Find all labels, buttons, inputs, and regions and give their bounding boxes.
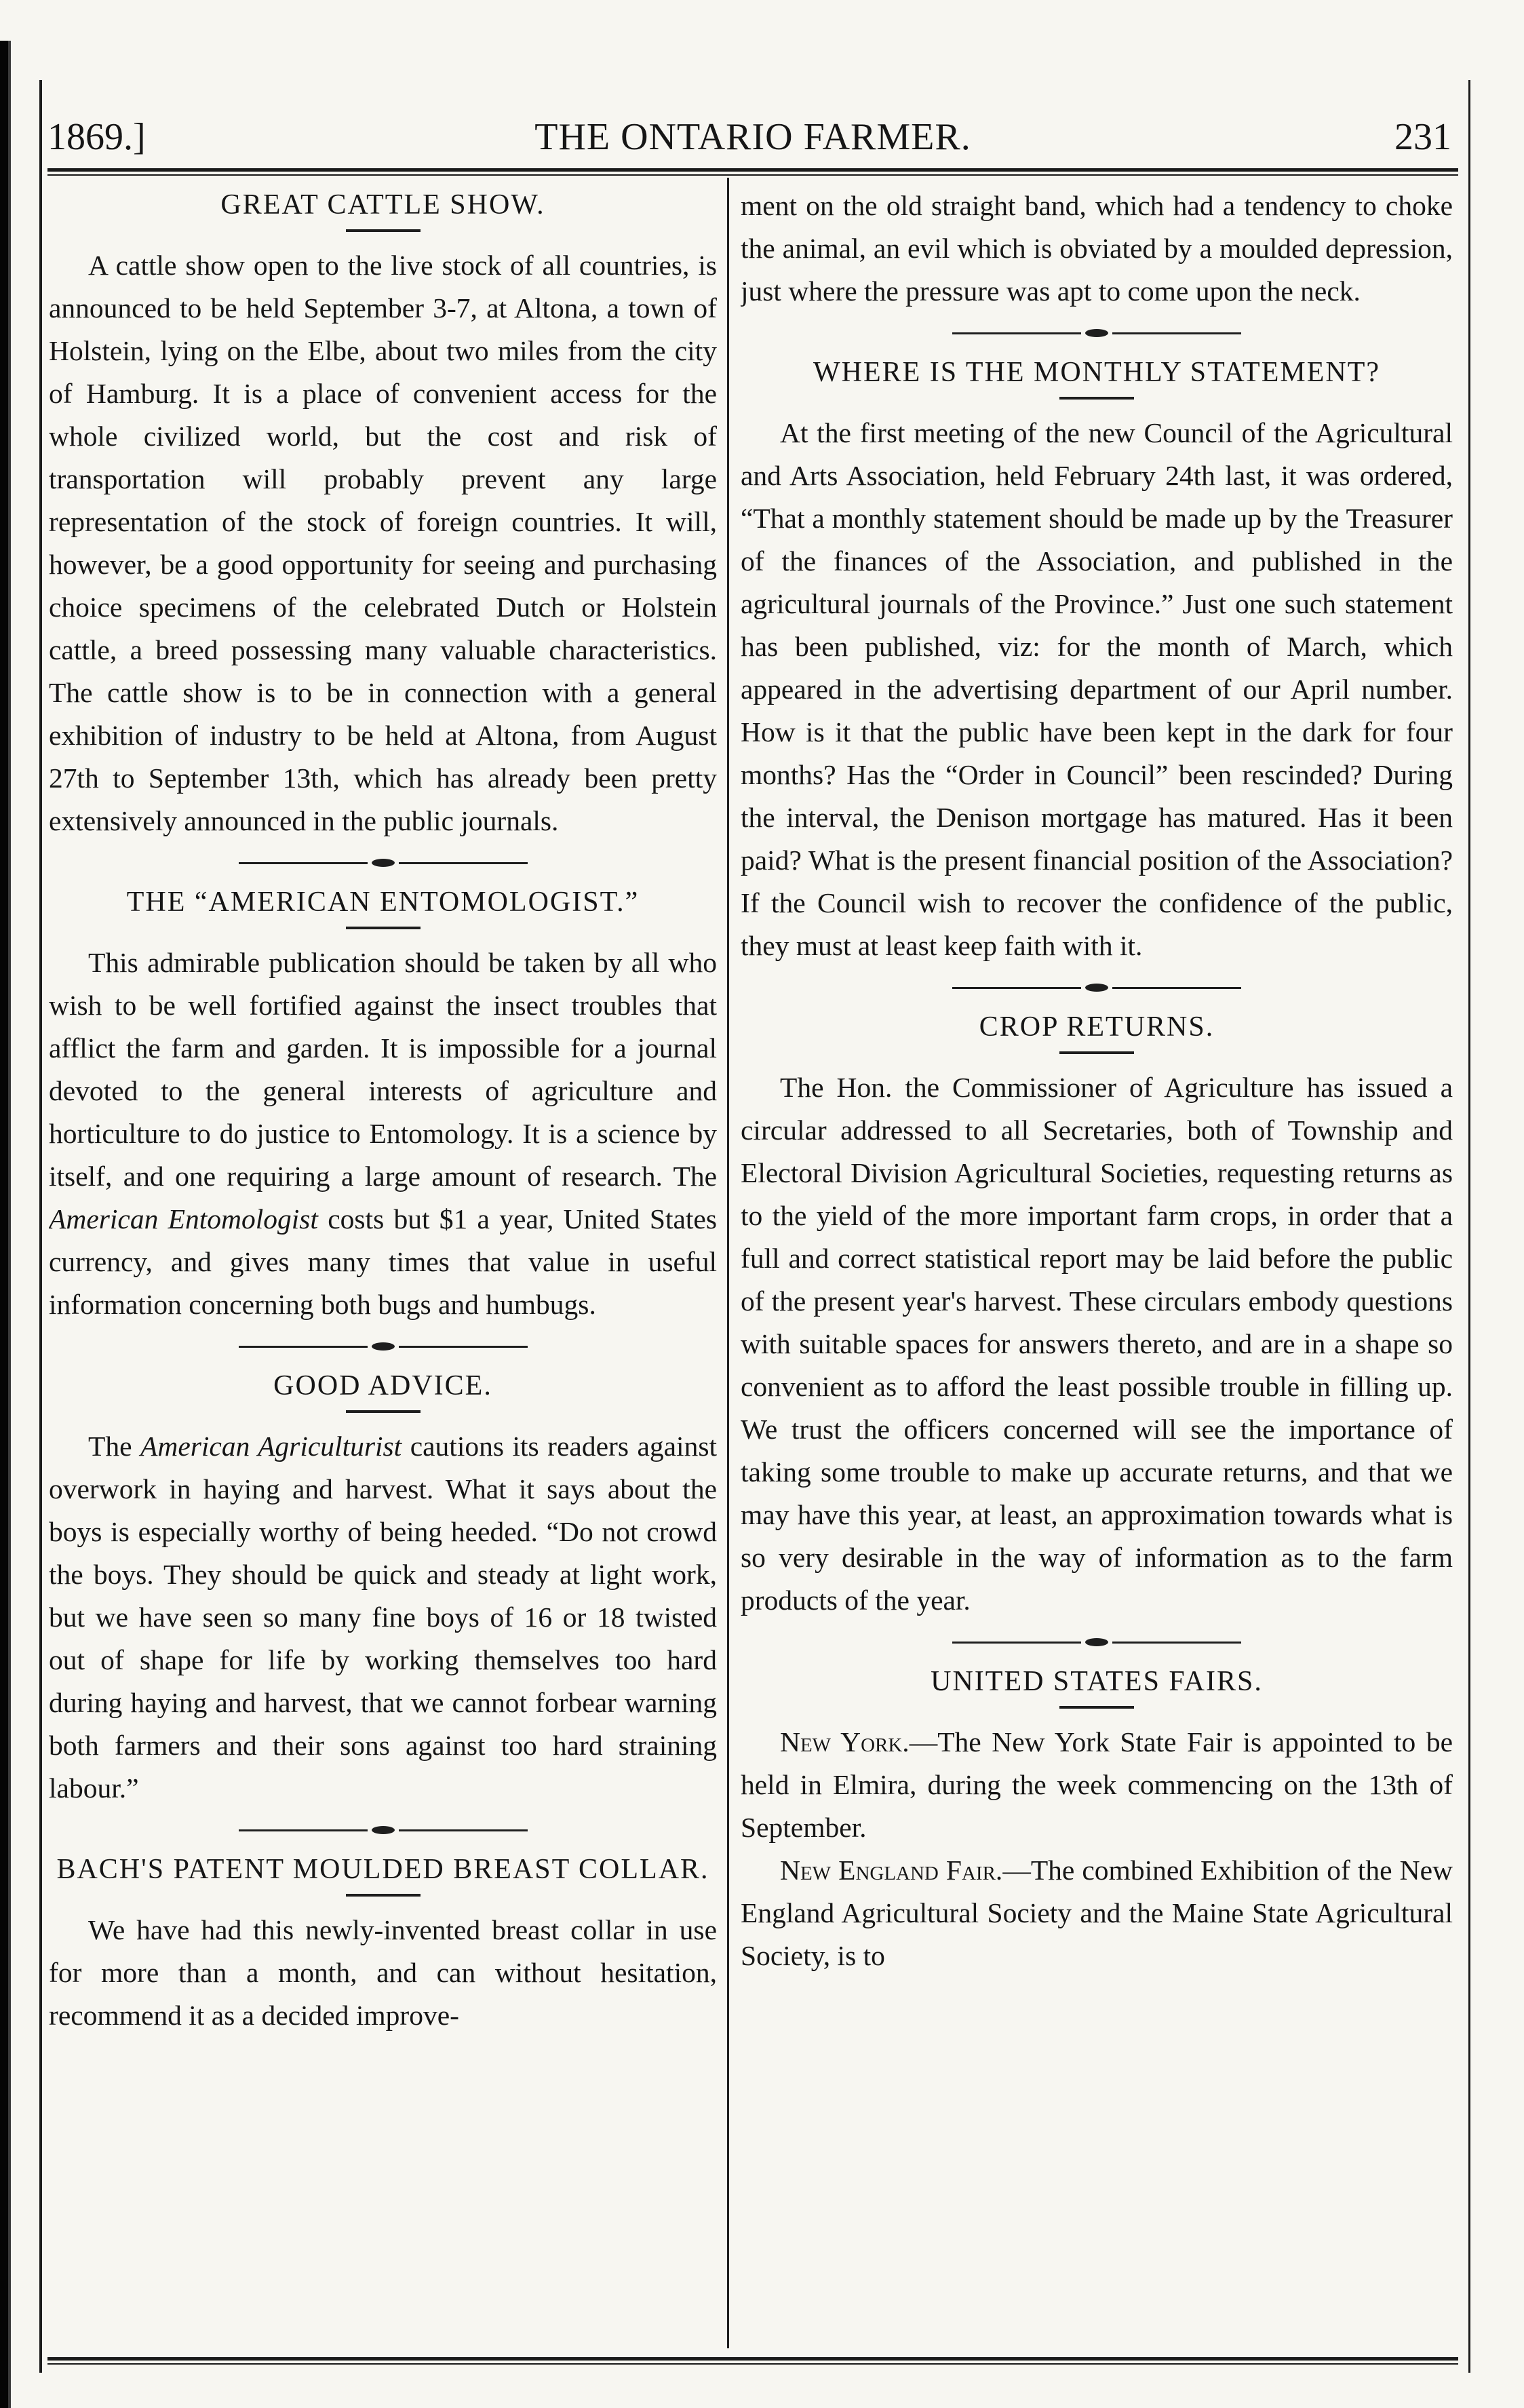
article-continuation: ment on the old straight band, which had a tendency to choke the animal, an evil which is obviated by a moulded depression, just where the pressure was apt to come upon the neck. bbox=[741, 190, 1453, 307]
journal-title: American Agriculturist bbox=[140, 1431, 402, 1462]
article-heading: BACH'S PATENT MOULDED BREAST COLLAR. bbox=[56, 1854, 709, 1885]
heading-rule bbox=[346, 1894, 421, 1897]
header-rule bbox=[47, 168, 1458, 176]
article-heading: GOOD ADVICE. bbox=[273, 1370, 492, 1401]
page-header bbox=[47, 102, 1458, 163]
article-body: The Hon. the Commissioner of Agriculture has issued a circular addressed to all Secretaries, both of Township and Electoral Division Agricultural Societies, requesting returns as to the yield of the more important farm crops, in order that a full and correct statistical report may be laid before the public of the present year's harvest. These circulars embody questions with suitable spaces for answers thereto, and are in a shape so convenient as to afford the least possible trouble in filling up. We trust the officers concerned will see the importance of taking some trouble to make up accurate returns, and that we may have this year, at least, an approximation towards what is so very desirable in the way of information as to the farm products of the year. bbox=[741, 1072, 1453, 1616]
column-divider bbox=[727, 178, 729, 2348]
book-spine-shadow bbox=[0, 41, 15, 2408]
article-body: This admirable publication should be taken by all who wish to be well fortified against the insect troubles that afflict the farm and garden. It is impossible for a journal devoted to the general interests of agriculture and horticulture to do justice to Entomology. It is a science by itself, and one requiring a large amount of research. The American Entomologist costs but $1 a year, United States currency, and gives many times that value in useful information concerning both bugs and humbugs. bbox=[49, 947, 717, 1320]
fair-label: New York. bbox=[780, 1726, 910, 1758]
fair-label: New England Fair. bbox=[780, 1854, 1003, 1886]
article-body: At the first meeting of the new Council of the Agricultural and Arts Association, held February 24th last, it was ordered, “That a monthly statement should be made up by the Treasurer of the finances of the Association, and published in the agricultural journals of the Province.” Just one such statement has been published, viz: for the month of March, which appeared in the advertising department of our April number. How is it that the public have been kept in the dark for four months? Has the “Order in Council” been rescinded? During the interval, the Denison mortgage has matured. Has it been paid? What is the present financial position of the Association? If the Council wish to recover the confidence of the public, they must at least keep faith with it. bbox=[741, 417, 1453, 961]
footer-rule bbox=[47, 2357, 1458, 2365]
section-separator bbox=[741, 975, 1453, 1000]
heading-rule bbox=[1059, 1706, 1134, 1709]
header-title: THE ONTARIO FARMER. bbox=[534, 116, 971, 158]
article-crop-returns bbox=[741, 1007, 1453, 1622]
journal-title: American Entomologist bbox=[49, 1203, 318, 1235]
left-column bbox=[49, 185, 717, 2348]
article-body: The American Agriculturist cautions its readers against overwork in haying and harvest. What it says about the boys is especially worthy of being heeded. “Do not crowd the boys. They should be quick and steady at light work, but we have seen so many fine boys of 16 or 18 twisted out of shape for life by working themselves too hard during haying and harvest, that we cannot forbear warning both farmers and their sons against too hard straining labour.” bbox=[49, 1431, 717, 1804]
page-number: 231 bbox=[1394, 116, 1451, 158]
article-heading: WHERE IS THE MONTHLY STATEMENT? bbox=[813, 357, 1380, 388]
article-heading: UNITED STATES FAIRS. bbox=[931, 1666, 1263, 1697]
section-separator bbox=[741, 1630, 1453, 1654]
fair-entry-new-york: New York.—The New York State Fair is appointed to be held in Elmira, during the week commencing on the 13th of September. bbox=[741, 1726, 1453, 1843]
fair-entry-new-england: New England Fair.—The combined Exhibition of the New England Agricultural Society and the Maine State Agricultural Society, is to bbox=[741, 1854, 1453, 1971]
section-separator bbox=[741, 321, 1453, 345]
article-breast-collar bbox=[49, 1849, 717, 2037]
section-separator bbox=[49, 851, 717, 875]
heading-rule bbox=[346, 927, 421, 929]
header-date: 1869.] bbox=[47, 116, 146, 158]
article-united-states-fairs bbox=[741, 1661, 1453, 1977]
article-great-cattle-show bbox=[49, 185, 717, 842]
article-body: We have had this newly-invented breast collar in use for more than a month, and can without hesitation, recommend it as a decided improve- bbox=[49, 1914, 717, 2031]
article-body: A cattle show open to the live stock of all countries, is announced to be held September 3-7, at Altona, a town of Holstein, lying on the Elbe, about two miles from the city of Hamburg. It is a place of convenient access for the whole civilized world, but the cost and risk of transportation will probably prevent any large representation of the stock of foreign countries. It will, however, be a good opportunity for seeing and purchasing choice specimens of the celebrated Dutch or Holstein cattle, a breed possessing many valuable characteristics. The cattle show is to be in connection with a general exhibition of industry to be held at Altona, from August 27th to September 13th, which has already been pretty extensively announced in the public journals. bbox=[49, 250, 717, 836]
heading-rule bbox=[1059, 1051, 1134, 1054]
article-american-entomologist bbox=[49, 882, 717, 1326]
article-heading: GREAT CATTLE SHOW. bbox=[220, 189, 545, 220]
article-heading: CROP RETURNS. bbox=[979, 1011, 1215, 1043]
article-monthly-statement bbox=[741, 352, 1453, 967]
heading-rule bbox=[346, 1410, 421, 1413]
heading-rule bbox=[346, 229, 421, 232]
section-separator bbox=[49, 1818, 717, 1842]
article-heading: THE “AMERICAN ENTOMOLOGIST.” bbox=[126, 887, 640, 918]
section-separator bbox=[49, 1334, 717, 1359]
right-column bbox=[741, 185, 1453, 2348]
heading-rule bbox=[1059, 397, 1134, 400]
article-good-advice bbox=[49, 1365, 717, 1810]
